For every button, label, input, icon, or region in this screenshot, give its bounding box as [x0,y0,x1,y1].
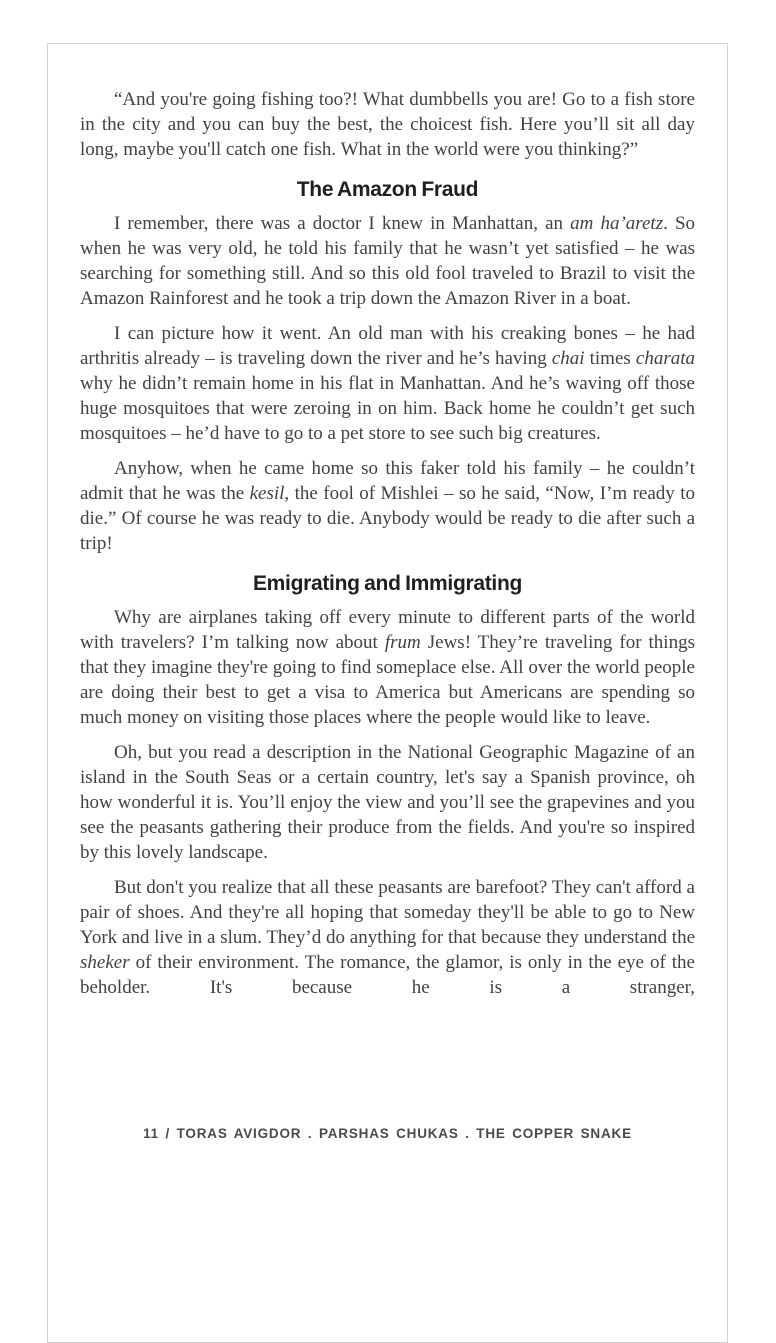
text-run: Anyhow, when he came home so this faker told his family – he couldn’t admit that he was the [80,458,695,504]
text-run: I remember, there was a doctor I knew in Manhattan, an [114,213,571,234]
section-heading: The Amazon Fraud [296,178,479,201]
text-run: times [584,348,636,369]
page-content [48,44,727,1000]
italic-term: kesil [249,483,285,504]
text-run: Oh, but you read a description in the National Geographic Magazine of an island in the South Seas or a certain country, let's say a Spanish province, oh how wonderful it is. You’ll enjoy the view and you’ll see the grapevines and you see the peasants gathering their produce from the fields. And you're so inspired by this lovely landscape. [80,742,695,863]
paragraph [80,605,695,730]
text-run: why he didn’t remain home in his flat in Manhattan. And he’s waving off those huge mosquitoes that were zeroing in on him. Back home he couldn’t get such mosquitoes – he’d have to go to a pet store to see such big creatures. [80,373,695,444]
text-run: . So when he was very old, he told his family that he wasn’t yet satisfied – he was searching for something still. And so this old fool traveled to Brazil to visit the Amazon Rainforest and he took a trip down the Amazon River in a boat. [80,213,696,309]
text-run: of their environment. The romance, the glamor, is only in the eye of the beholder. It's because he is a stranger, [80,952,695,998]
text-run: Why are airplanes taking off every minute to different parts of the world with travelers? I’m talking now about [80,607,695,653]
footer-text: 11 / TORAS AVIGDOR . PARSHAS CHUKAS . THE COPPER SNAKE [143,1126,632,1141]
document-page [47,43,728,1343]
italic-term: frum [384,632,421,653]
text-run: , the fool of Mishlei – so he said, “Now, I’m ready to die.” Of course he was ready to die. Anybody would be ready to die after such a trip! [80,483,695,554]
italic-term: am ha’aretz [570,213,664,234]
text-run: Jews! They’re traveling for things that they imagine they're going to find someplace else. All over the world people are doing their best to get a visa to America but Americans are spending so much money on visiting those places where the people would like to leave. [80,632,695,728]
section-heading: Emigrating and Immigrating [252,572,523,595]
text-run: “And you're going fishing too?! What dumbbells you are! Go to a fish store in the city and you can buy the best, the choicest fish. Here you’ll sit all day long, maybe you'll catch one fish. What in the world were you thinking?” [80,89,695,160]
italic-term: sheker [80,952,130,973]
italic-term: charata [635,348,695,369]
paragraph [80,211,695,311]
italic-term: chai [551,348,585,369]
paragraph [80,740,695,865]
text-run: But don't you realize that all these peasants are barefoot? They can't afford a pair of shoes. And they're all hoping that someday they'll be able to go to New York and live in a slum. They’d do anything for that because they understand the [80,877,695,948]
page-footer [48,1126,727,1141]
paragraph [80,321,695,446]
paragraph [80,456,695,556]
paragraph [80,87,695,162]
paragraph [80,875,695,1000]
text-run: I can picture how it went. An old man with his creaking bones – he had arthritis already – is traveling down the river and he’s having [80,323,695,369]
